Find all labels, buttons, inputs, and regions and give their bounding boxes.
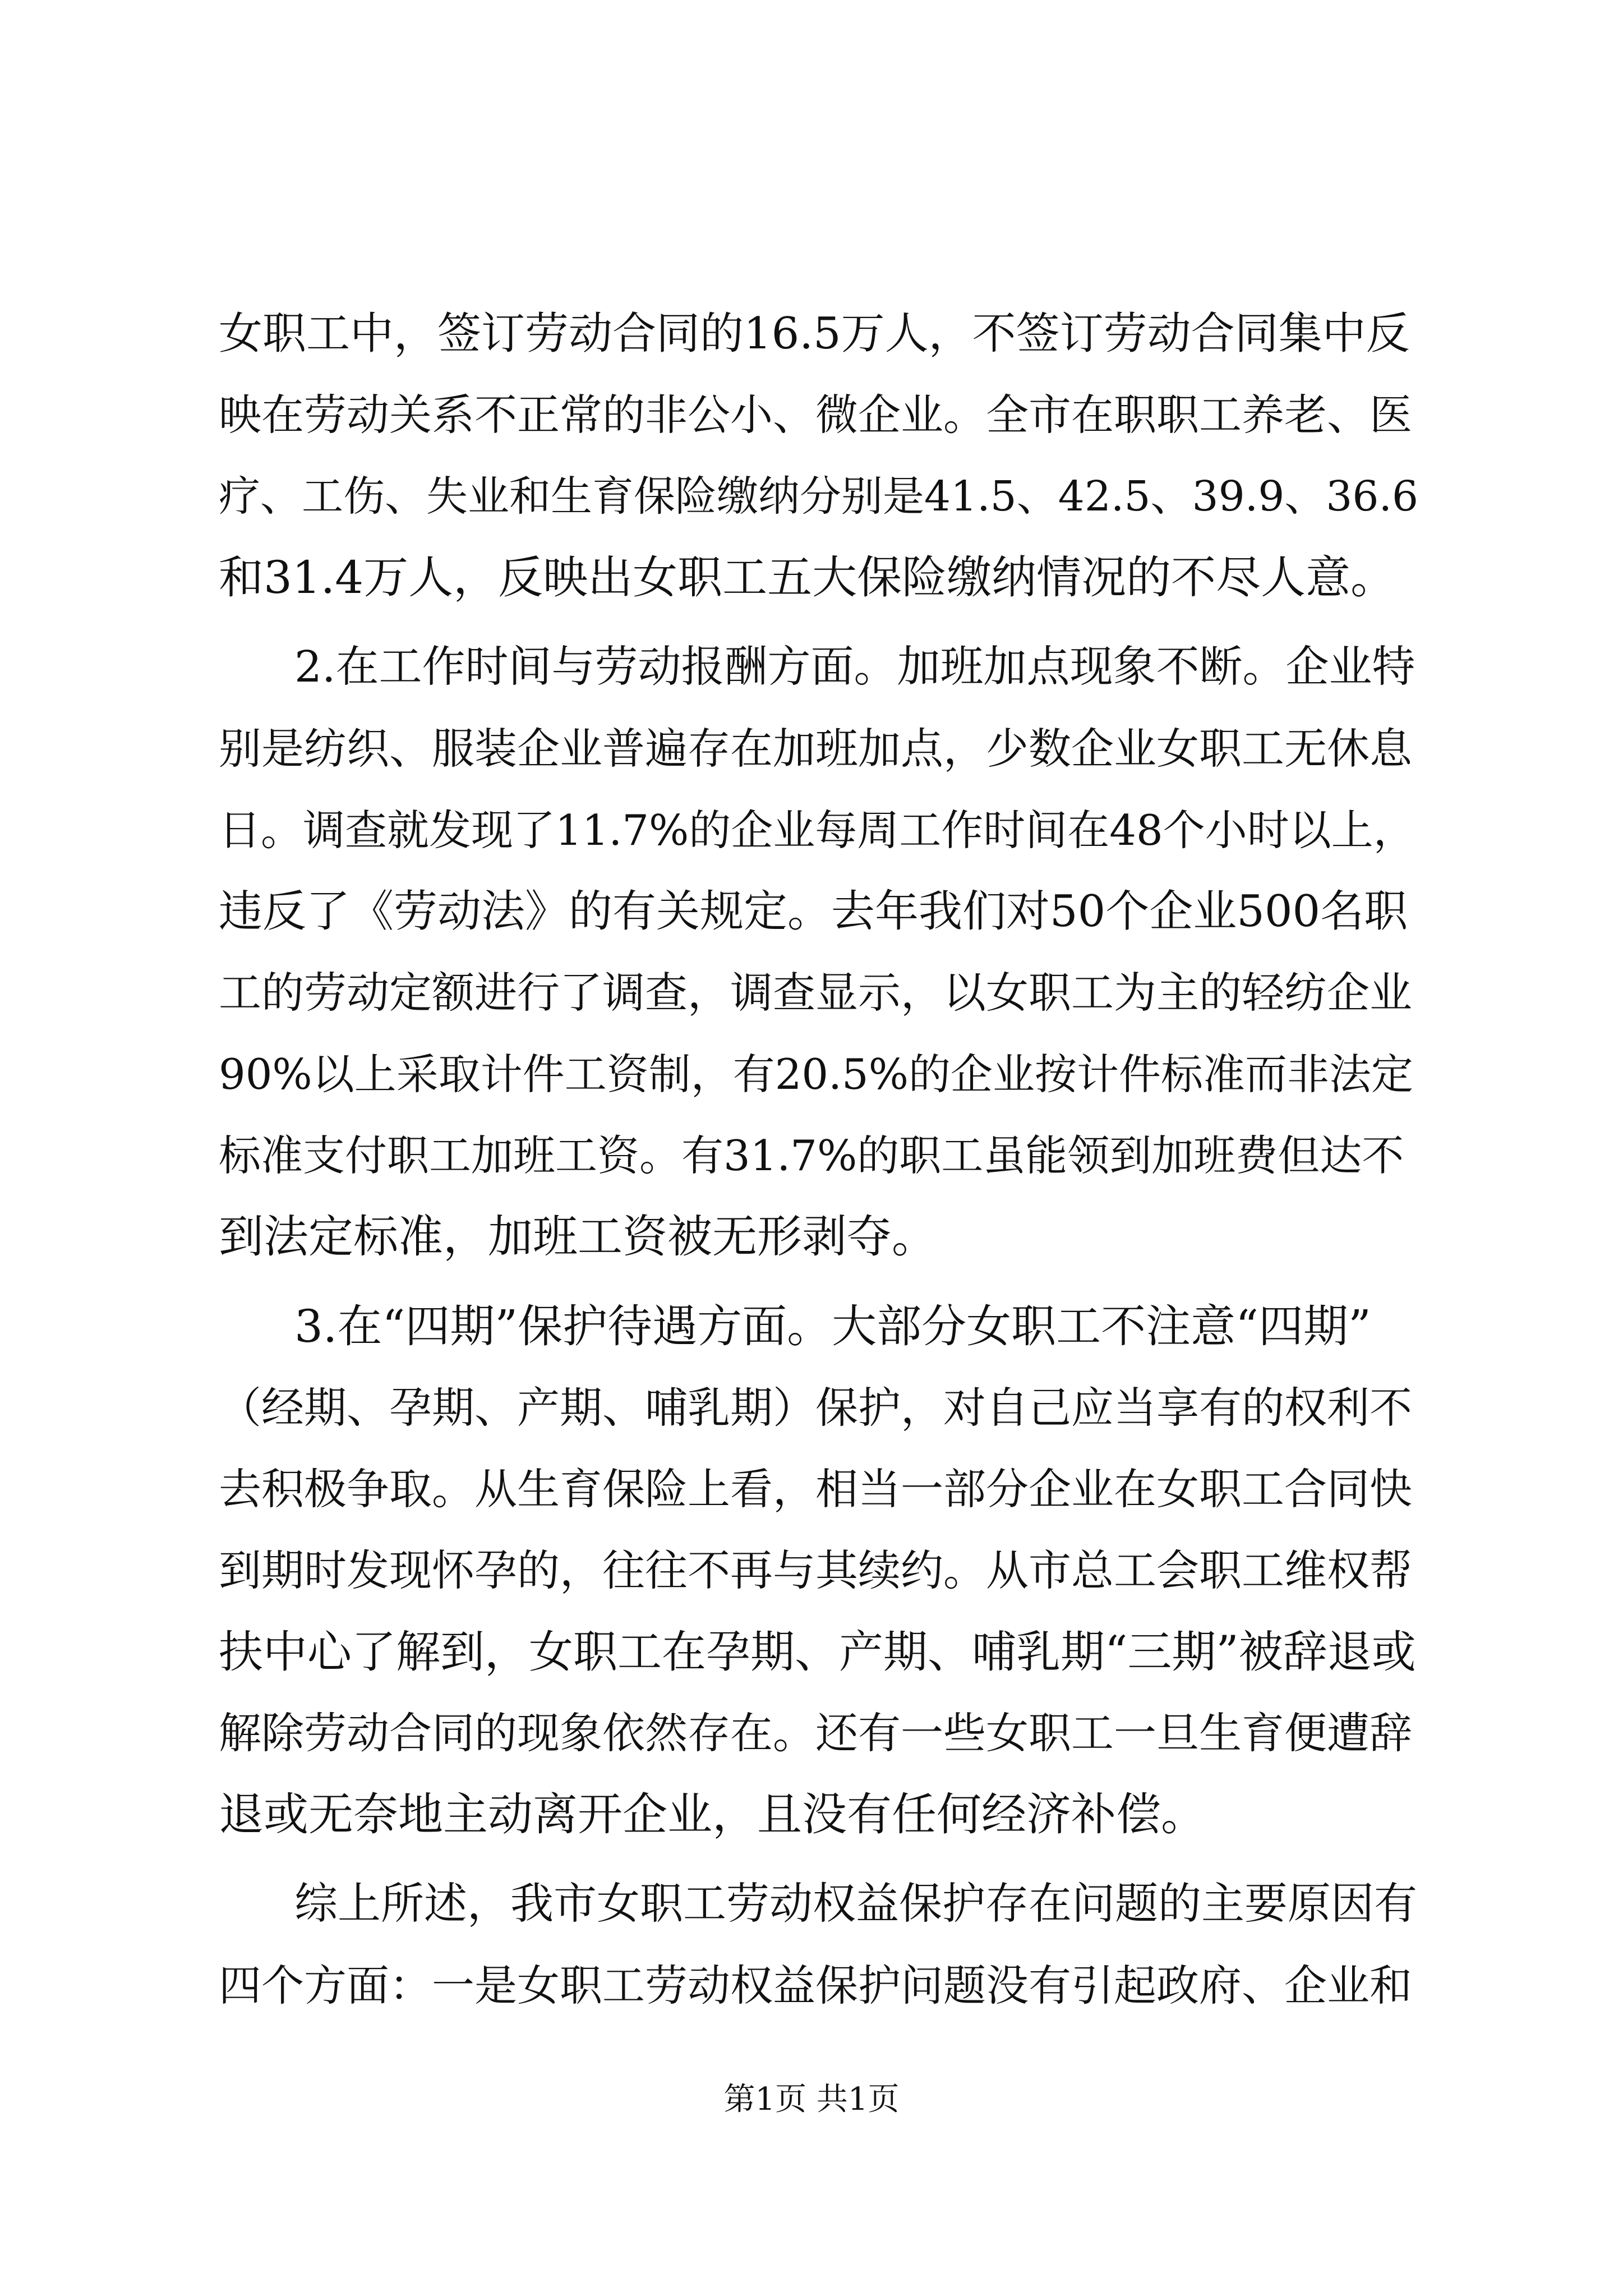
paragraph-line: 日。调查就发现了11.7%的企业每周工作时间在48个小时以上， — [219, 806, 1415, 855]
paragraph-line: 女职工中，签订劳动合同的16.5万人，不签订劳动合同集中反 — [219, 309, 1410, 359]
paragraph-line: 解除劳动合同的现象依然存在。还有一些女职工一旦生育便遭辞 — [219, 1708, 1412, 1758]
paragraph-line: 四个方面：一是女职工劳动权益保护问题没有引起政府、企业和 — [219, 1961, 1412, 2010]
paragraph-line: 工的劳动定额进行了调查，调查显示，以女职工为主的轻纺企业 — [219, 968, 1412, 1018]
paragraph-line: 去积极争取。从生育保险上看，相当一部分企业在女职工合同快 — [219, 1464, 1412, 1514]
paragraph-line: 综上所述，我市女职工劳动权益保护存在问题的主要原因有 — [294, 1879, 1417, 1929]
paragraph-line: 3.在“四期”保护待遇方面。大部分女职工不注意“四期” — [294, 1300, 1371, 1352]
paragraph-line: 标准支付职工加班工资。有31.7%的职工虽能领到加班费但达不 — [219, 1131, 1404, 1180]
paragraph-line: 退或无奈地主动离开企业，且没有任何经济补偿。 — [219, 1788, 1206, 1841]
paragraph-line: 违反了《劳动法》的有关规定。去年我们对50个企业500名职 — [219, 886, 1408, 937]
page-number-footer: 第1页 共1页 — [723, 2081, 900, 2118]
paragraph-line: 2.在工作时间与劳动报酬方面。加班加点现象不断。企业特 — [294, 642, 1415, 692]
paragraph-line: 和31.4万人，反映出女职工五大保险缴纳情况的不尽人意。 — [219, 551, 1396, 604]
paragraph-line: 疗、工伤、失业和生育保险缴纳分别是41.5、42.5、39.9、36.6 — [219, 472, 1419, 521]
paragraph-line: 到法定标准，加班工资被无形剥夺。 — [219, 1211, 937, 1263]
paragraph-line: （经期、孕期、产期、哺乳期）保护，对自己应当享有的权利不 — [219, 1383, 1412, 1433]
paragraph-line: 扶中心了解到，女职工在孕期、产期、哺乳期“三期”被辞退或 — [219, 1626, 1416, 1678]
paragraph-line: 别是纺织、服装企业普遍存在加班加点，少数企业女职工无休息 — [219, 724, 1412, 774]
paragraph-line: 90%以上采取计件工资制，有20.5%的企业按计件标准而非法定 — [219, 1050, 1413, 1099]
paragraph-line: 映在劳动关系不正常的非公小、微企业。全市在职职工养老、医 — [219, 390, 1412, 440]
paragraph-line: 到期时发现怀孕的，往往不再与其续约。从市总工会职工维权帮 — [219, 1545, 1412, 1595]
